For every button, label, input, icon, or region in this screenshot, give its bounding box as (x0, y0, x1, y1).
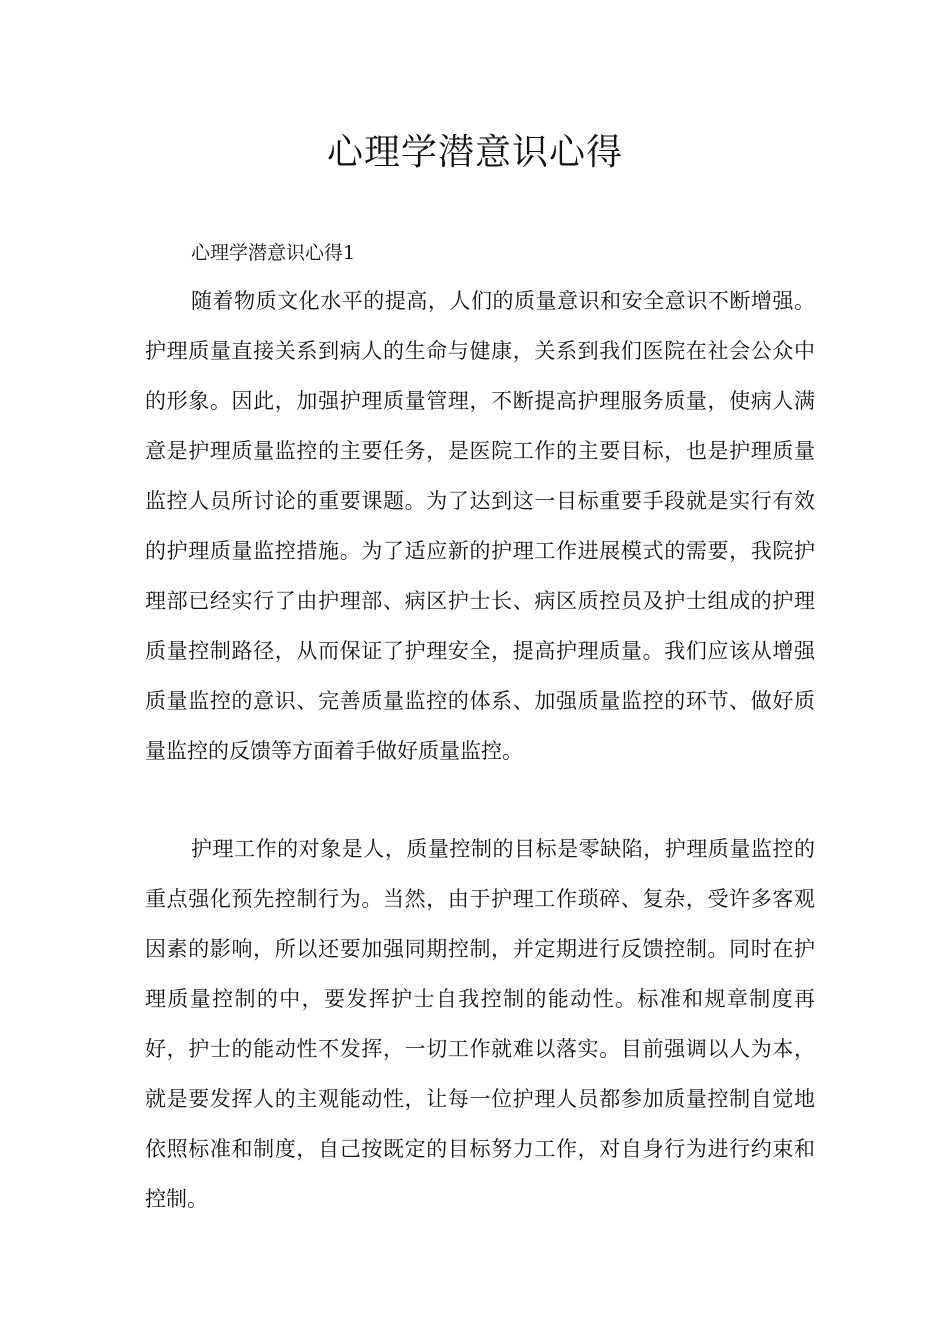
body-paragraph-2: 护理工作的对象是人，质量控制的目标是零缺陷，护理质量监控的重点强化预先控制行为。当然，由于护理工作琐碎、复杂，受许多客观因素的影响，所以还要加强同期控制，并定期进行反馈控制。同时在护理质量控制的中，要发挥护士自我控制的能动性。标准和规章制度再好，护士的能动性不发挥，一切工作就难以落实。目前强调以人为本，就是要发挥人的主观能动性，让每一位护理人员都参加质量控制自觉地依照标准和制度，自己按既定的目标努力工作，对自身行为进行约束和控制。 (145, 837, 815, 1211)
document-title: 心理学潜意识心得 (326, 132, 623, 173)
section-heading: 心理学潜意识心得1 (191, 242, 356, 264)
body-paragraph-1: 随着物质文化水平的提高，人们的质量意识和安全意识不断增强。护理质量直接关系到病人的生命与健康，关系到我们医院在社会公众中的形象。因此，加强护理质量管理，不断提高护理服务质量，使病人满意是护理质量监控的主要任务，是医院工作的主要目标，也是护理质量监控人员所讨论的重要课题。为了达到这一目标重要手段就是实行有效的护理质量监控措施。为了适应新的护理工作进展模式的需要，我院护理部已经实行了由护理部、病区护士长、病区质控员及护士组成的护理质量控制路径，从而保证了护理安全，提高护理质量。我们应该从增强质量监控的意识、完善质量监控的体系、加强质量监控的环节、做好质量监控的反馈等方面着手做好质量监控。 (145, 289, 815, 763)
